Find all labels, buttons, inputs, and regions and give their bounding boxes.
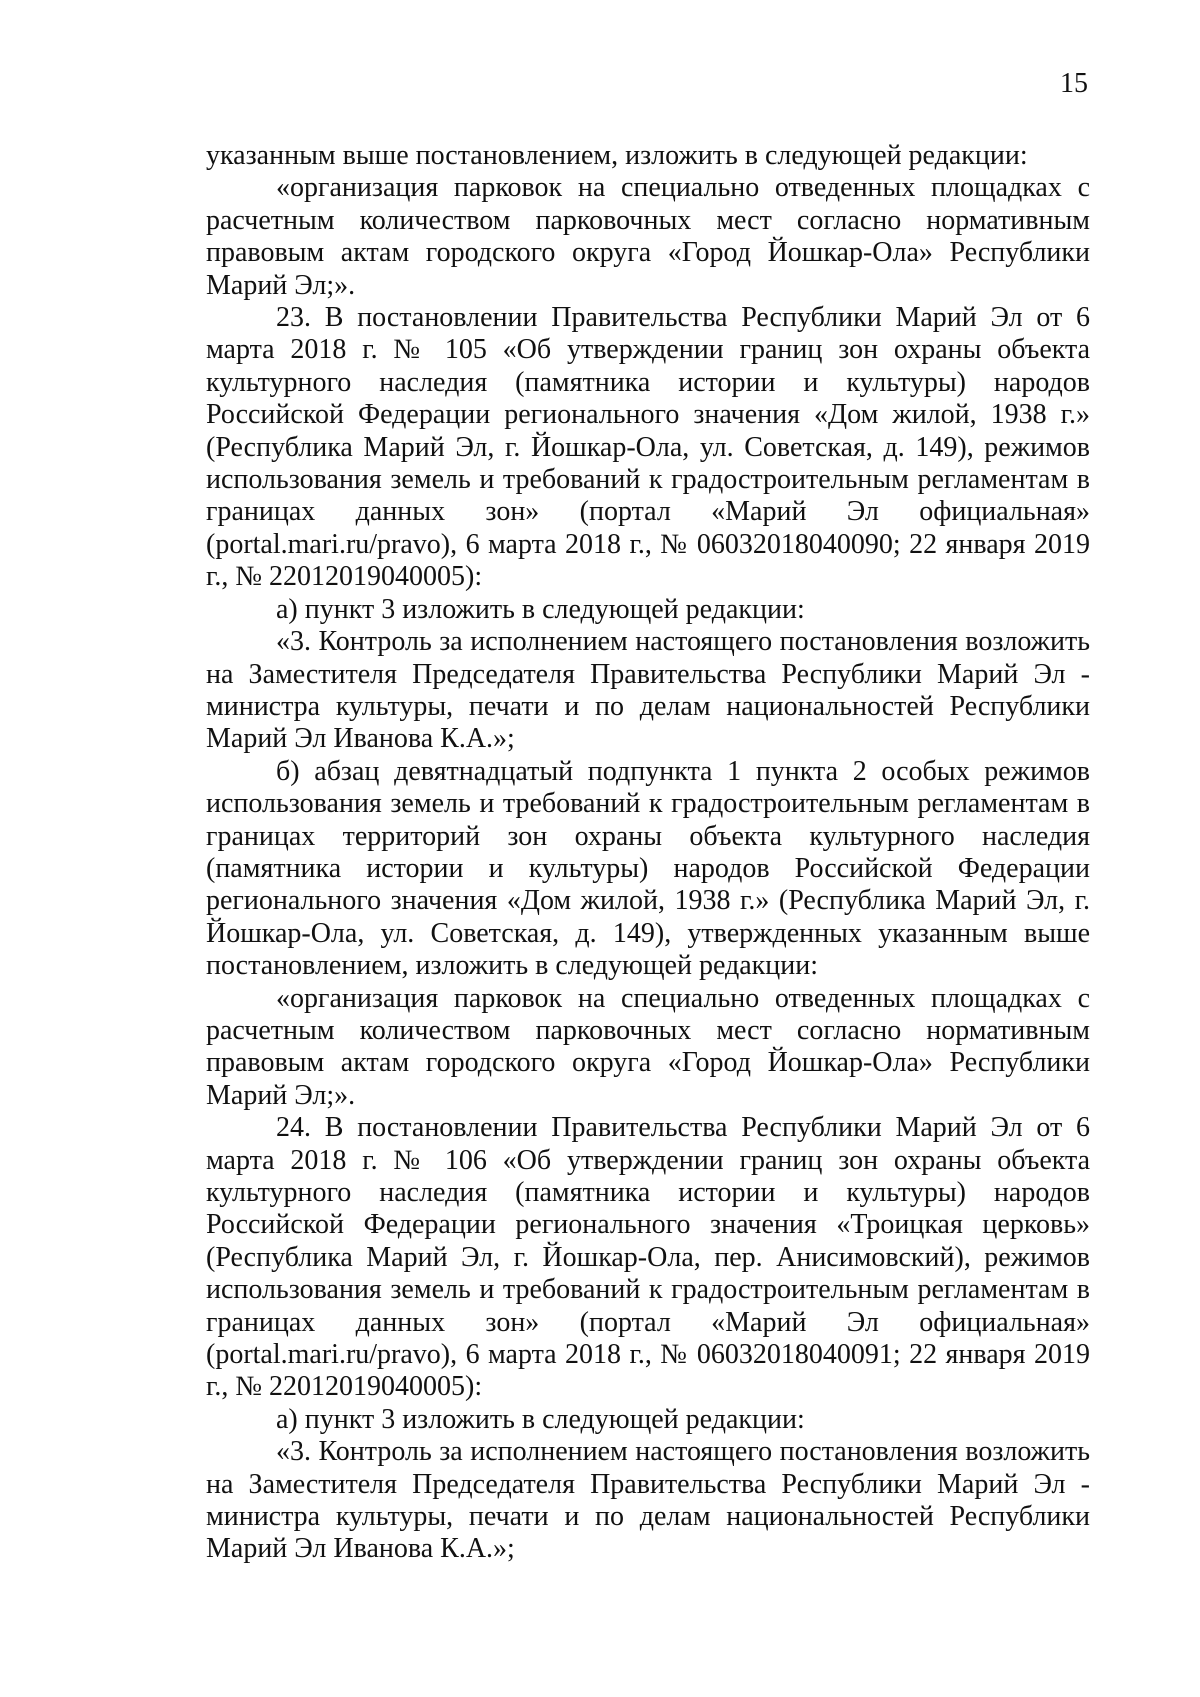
paragraph-item-23-a-quote: «3. Контроль за исполнением настоящего постановления возложить на Заместителя Председателя Правительства Республики Марий Эл - министра культуры, печати и по делам национальностей Республики Марий Эл Иванова К.А.»;	[206, 626, 1090, 755]
paragraph-item-23-b: б) абзац девятнадцатый подпункта 1 пункта 2 особых режимов использования земель и требований к градостроительным регламентам в границах территорий зон охраны объекта культурного наследия (памятника истории и культуры) народов Российской Федерации регионального значения «Дом жилой, 1938 г.» (Республика Марий Эл, г. Йошкар-Ола, ул. Советская, д. 149), утвержденных указанным выше постановлением, изложить в следующей редакции:	[206, 755, 1090, 982]
paragraph-item-23-a: а) пункт 3 изложить в следующей редакции:	[276, 593, 805, 625]
paragraph-quote-parking: «организация парковок на специально отведенных площадках с расчетным количеством парковочных мест согласно нормативным правовым актам городского округа «Город Йошкар-Ола» Республики Марий Эл;».	[206, 172, 1090, 301]
document-body	[206, 140, 1090, 1566]
paragraph-item-24-a-quote: «3. Контроль за исполнением настоящего постановления возложить на Заместителя Председателя Правительства Республики Марий Эл - министра культуры, печати и по делам национальностей Республики Марий Эл Иванова К.А.»;	[206, 1436, 1090, 1565]
paragraph-item-23: 23. В постановлении Правительства Республики Марий Эл от 6 марта 2018 г. № 105 «Об утверждении границ зон охраны объекта культурного наследия (памятника истории и культуры) народов Российской Федерации регионального значения «Дом жилой, 1938 г.» (Республика Марий Эл, г. Йошкар-Ола, ул. Советская, д. 149), режимов использования земель и требований к градостроительным регламентам в границах данных зон» (портал «Марий Эл официальная» (portal.mari.ru/pravo), 6 марта 2018 г., № 06032018040090; 22 января 2019 г., № 22012019040005):	[206, 302, 1090, 593]
paragraph-item-24-a: а) пункт 3 изложить в следующей редакции:	[276, 1403, 805, 1435]
paragraph-item-23-b-quote: «организация парковок на специально отведенных площадках с расчетным количеством парковочных мест согласно нормативным правовым актам городского округа «Город Йошкар-Ола» Республики Марий Эл;».	[206, 982, 1090, 1111]
paragraph-continuation: указанным выше постановлением, изложить в следующей редакции:	[206, 140, 1028, 171]
page-number: 15	[1060, 68, 1088, 99]
paragraph-item-24: 24. В постановлении Правительства Республики Марий Эл от 6 марта 2018 г. № 106 «Об утверждении границ зон охраны объекта культурного наследия (памятника истории и культуры) народов Российской Федерации регионального значения «Троицкая церковь» (Республика Марий Эл, г. Йошкар-Ола, пер. Анисимовский), режимов использования земель и требований к градостроительным регламентам в границах данных зон» (портал «Марий Эл официальная» (portal.mari.ru/pravo), 6 марта 2018 г., № 06032018040091; 22 января 2019 г., № 22012019040005):	[206, 1112, 1090, 1403]
